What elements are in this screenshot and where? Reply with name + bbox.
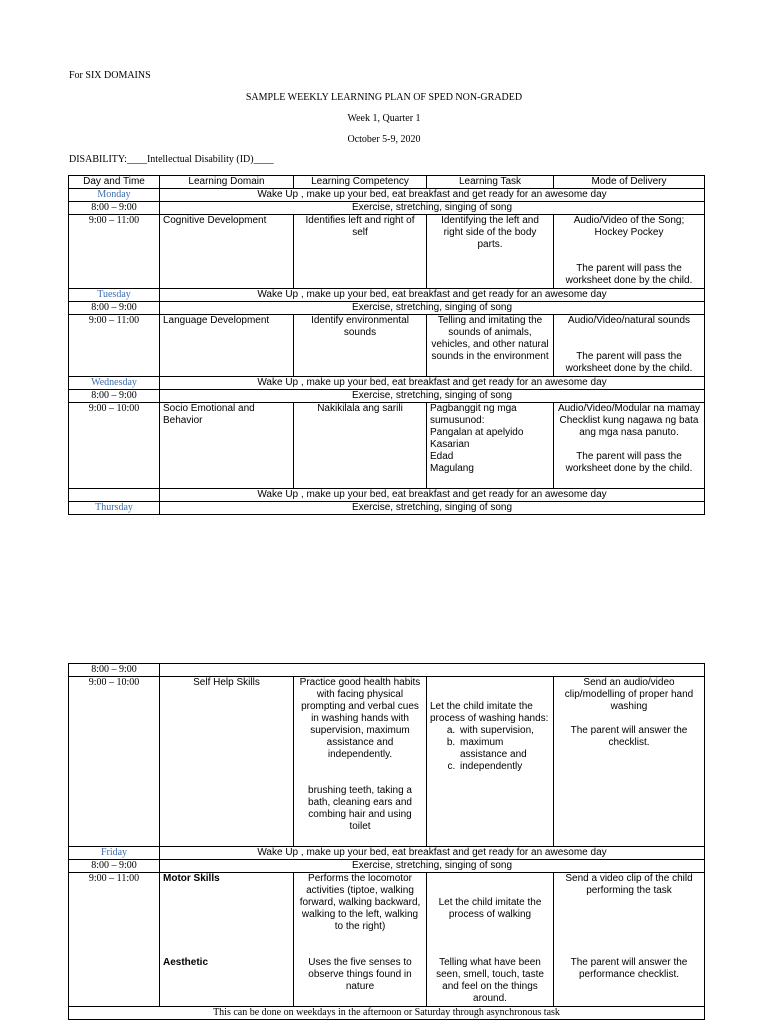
time-slot: 9:00 – 11:00 (69, 315, 160, 377)
routine-wake-up: Wake Up , make up your bed, eat breakfast and get ready for an awesome day (160, 289, 705, 302)
competency-text: Performs the locomotor activities (tiptoe, walking forward, walking backward, walking to the left, walking to the right) (299, 873, 421, 932)
routine-exercise: Exercise, stretching, singing of song (160, 860, 705, 873)
thursday-day-row (69, 502, 705, 515)
tuesday-routine-row (69, 302, 705, 315)
thursday-activity-row (69, 677, 705, 847)
task-line: Pagbanggit ng mga sumusunod: (430, 403, 517, 426)
day-friday: Friday (69, 847, 160, 860)
list-item: a. with supervision, (458, 725, 550, 737)
mode-item: The parent will answer the checklist. (570, 725, 688, 748)
task-list (430, 725, 550, 773)
domain-motor: Motor Skills (163, 873, 220, 884)
list-item: b. maximum assistance and (458, 737, 550, 761)
time-slot: 8:00 – 9:00 (69, 860, 160, 873)
col-day-time: Day and Time (69, 176, 160, 189)
task-line: Magulang (430, 463, 474, 474)
mode-item: The parent will pass the worksheet done by the child. (565, 263, 693, 286)
friday-activity-row (69, 873, 705, 1007)
plan-table-page-1 (68, 175, 705, 515)
learning-task (427, 677, 554, 847)
competency-text: brushing teeth, taking a bath, cleaning ears and combing hair and using toilet (308, 785, 412, 832)
learning-competency (294, 873, 427, 1007)
mode-of-delivery (554, 403, 705, 489)
learning-competency: Identifies left and right of self (294, 215, 427, 289)
col-mode: Mode of Delivery (554, 176, 705, 189)
task-intro: Let the child imitate the process of washing hands: (430, 701, 549, 724)
routine-wake-up: Wake Up , make up your bed, eat breakfast and get ready for an awesome day (160, 377, 705, 390)
list-item: c. independently (458, 761, 550, 773)
task-text: Telling what have been seen, smell, touch, taste and feel on the things around. (436, 957, 544, 1004)
mode-of-delivery (554, 677, 705, 847)
day-thursday: Thursday (69, 502, 160, 515)
learning-competency: Identify environmental sounds (294, 315, 427, 377)
tuesday-activity-row (69, 315, 705, 377)
wednesday-activity-row (69, 403, 705, 489)
empty-cell (160, 664, 705, 677)
learning-domain: Language Development (160, 315, 294, 377)
monday-routine-row (69, 202, 705, 215)
routine-wake-up: Wake Up , make up your bed, eat breakfast and get ready for an awesome day (160, 189, 705, 202)
routine-wake-up: Wake Up , make up your bed, eat breakfast and get ready for an awesome day (160, 489, 705, 502)
monday-activity-row (69, 215, 705, 289)
day-monday: Monday (69, 189, 160, 202)
task-line: Kasarian (430, 439, 470, 450)
thursday-routine-row (69, 664, 705, 677)
learning-domain: Cognitive Development (160, 215, 294, 289)
top-label: For SIX DOMAINS (69, 70, 151, 81)
col-task: Learning Task (427, 176, 554, 189)
routine-exercise: Exercise, stretching, singing of song (160, 502, 705, 515)
time-slot: 8:00 – 9:00 (69, 664, 160, 677)
monday-day-row (69, 189, 705, 202)
col-competency: Learning Competency (294, 176, 427, 189)
friday-routine-row (69, 860, 705, 873)
time-slot: 8:00 – 9:00 (69, 302, 160, 315)
learning-domain (160, 873, 294, 1007)
routine-exercise: Exercise, stretching, singing of song (160, 302, 705, 315)
time-slot: 8:00 – 9:00 (69, 202, 160, 215)
mode-of-delivery (554, 873, 705, 1007)
mode-item: Send a video clip of the child performing the task (565, 873, 693, 896)
mode-item: Send an audio/video clip/modelling of proper hand washing (564, 677, 694, 712)
routine-exercise: Exercise, stretching, singing of song (160, 202, 705, 215)
learning-domain: Socio Emotional and Behavior (160, 403, 294, 489)
competency-text: Practice good health habits with facing physical prompting and verbal cues in washing hands with supervision, maximum assistance and independently. (299, 677, 421, 760)
mode-item: Audio/Video/natural sounds (567, 315, 691, 326)
date-range: October 5-9, 2020 (347, 134, 421, 145)
empty-cell (69, 489, 160, 502)
disability-line (69, 154, 274, 165)
learning-task: Identifying the left and right side of the body parts. (427, 215, 554, 289)
learning-task (427, 403, 554, 489)
time-slot: 9:00 – 10:00 (69, 403, 160, 489)
competency-text: Uses the five senses to observe things found in nature (308, 957, 412, 992)
routine-wake-up: Wake Up , make up your bed, eat breakfast and get ready for an awesome day (160, 847, 705, 860)
domain-aesthetic: Aesthetic (163, 957, 209, 968)
thursday-wake-row (69, 489, 705, 502)
footer-note-row (69, 1007, 705, 1020)
learning-competency (294, 677, 427, 847)
page-title: SAMPLE WEEKLY LEARNING PLAN OF SPED NON-GRADED (245, 92, 523, 103)
mode-item: Audio/Video/Modular na mamay Checklist kung nagawa ng bata ang mga nasa panuto. (557, 403, 701, 438)
time-slot: 8:00 – 9:00 (69, 390, 160, 403)
mode-item: The parent will pass the worksheet done by the child. (565, 351, 693, 374)
mode-item: Audio/Video of the Song; Hockey Pockey (573, 215, 685, 238)
time-slot: 9:00 – 11:00 (69, 873, 160, 1007)
day-tuesday: Tuesday (69, 289, 160, 302)
footer-note: This can be done on weekdays in the afternoon or Saturday through asynchronous task (69, 1007, 705, 1020)
plan-table-page-2 (68, 663, 705, 1020)
learning-task: Telling and imitating the sounds of animals, vehicles, and other natural sounds in the environment (427, 315, 554, 377)
header-row (69, 176, 705, 189)
learning-competency: Nakikilala ang sarili (294, 403, 427, 489)
task-line: Pangalan at apelyido (430, 427, 524, 438)
wednesday-routine-row (69, 390, 705, 403)
wednesday-day-row (69, 377, 705, 390)
task-text: Let the child imitate the process of walking (438, 897, 542, 920)
time-slot: 9:00 – 11:00 (69, 215, 160, 289)
week-label: Week 1, Quarter 1 (347, 113, 421, 124)
friday-day-row (69, 847, 705, 860)
time-slot: 9:00 – 10:00 (69, 677, 160, 847)
learning-task (427, 873, 554, 1007)
mode-of-delivery (554, 215, 705, 289)
disability-label: DISABILITY: (69, 154, 127, 165)
day-wednesday: Wednesday (69, 377, 160, 390)
learning-domain: Self Help Skills (160, 677, 294, 847)
mode-item: The parent will pass the worksheet done by the child. (565, 451, 693, 474)
routine-exercise: Exercise, stretching, singing of song (160, 390, 705, 403)
disability-value: ____Intellectual Disability (ID)____ (126, 154, 274, 165)
task-line: Edad (430, 451, 454, 462)
col-domain: Learning Domain (160, 176, 294, 189)
mode-item: The parent will answer the performance checklist. (570, 957, 688, 980)
tuesday-day-row (69, 289, 705, 302)
mode-of-delivery (554, 315, 705, 377)
